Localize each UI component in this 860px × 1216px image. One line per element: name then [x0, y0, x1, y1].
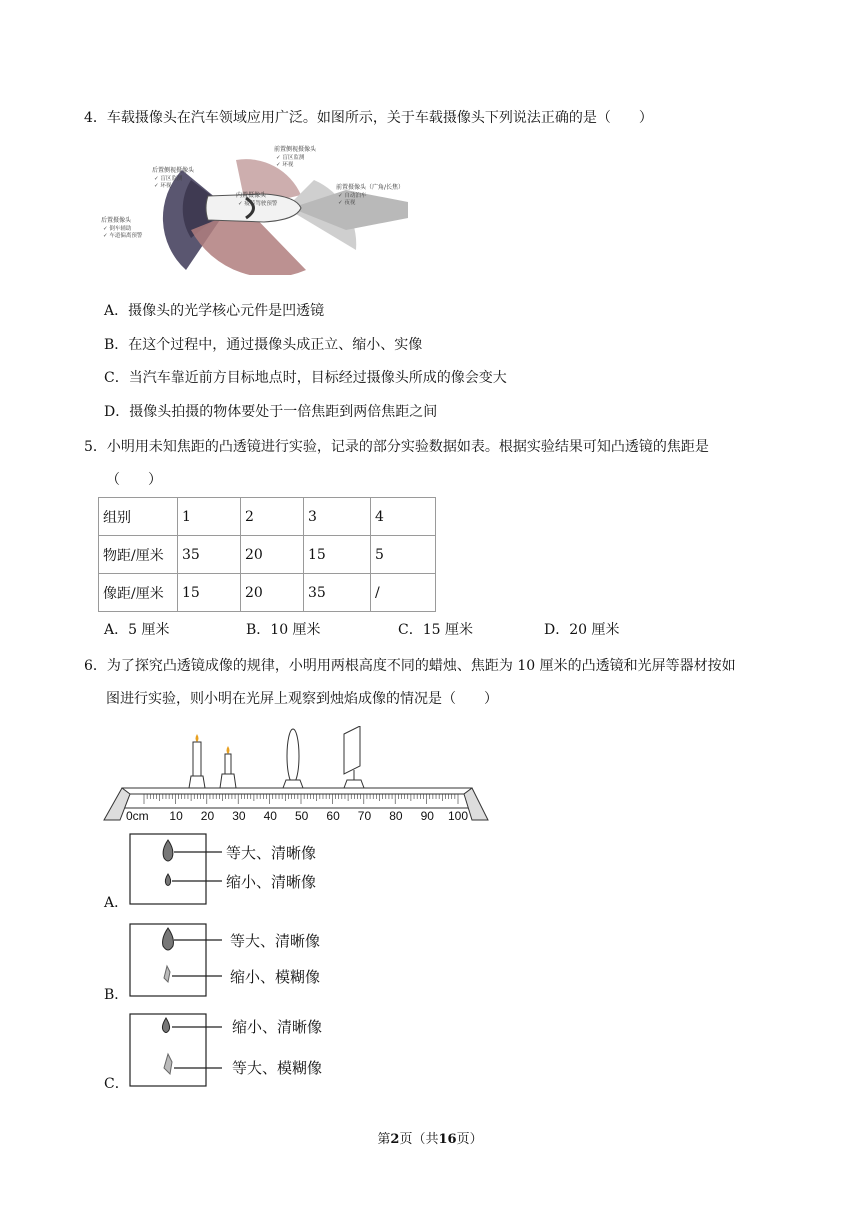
bench-rail-icon	[122, 788, 472, 794]
table-cell: 15	[178, 574, 241, 612]
ruler-tick-label: 50	[295, 809, 309, 823]
q5-option-a[interactable]: A．5 厘米	[104, 622, 170, 638]
option-a-bottom-label: 缩小、清晰像	[226, 873, 317, 891]
label-rear-side-title: 后置侧视摄像头	[152, 167, 195, 174]
candle-holder-icon	[189, 776, 205, 788]
flame-icon	[196, 734, 199, 742]
option-b-bottom-label: 缩小、模糊像	[230, 968, 321, 986]
table-row	[99, 574, 436, 612]
experiment-table	[98, 497, 436, 612]
label-front-side-item: ✓ 盲区监测	[276, 155, 305, 161]
label-rear-item: ✓ 车道偏离预警	[103, 233, 143, 239]
table-cell: /	[371, 574, 436, 612]
q5-option-b[interactable]: B．10 厘米	[246, 622, 321, 638]
q5-option-c[interactable]: C．15 厘米	[398, 622, 473, 638]
q6-option-b-letter[interactable]: B．	[104, 987, 129, 1003]
q6-stem: 6．为了探究凸透镜成像的规律，小明用两根高度不同的蜡烛、焦距为 10 厘米的凸透镜和光屏等器材按如	[84, 658, 736, 674]
table-cell: 1	[178, 498, 241, 536]
table-cell: 2	[241, 498, 304, 536]
q5-stem-bracket: （ ）	[106, 472, 162, 488]
q6-option-c-letter[interactable]: C．	[104, 1076, 129, 1092]
label-front-side-title: 前置侧视摄像头	[274, 146, 317, 153]
ruler-unit-label: 0cm	[126, 809, 149, 823]
car-camera-figure	[96, 140, 426, 275]
ruler-tick-label: 10	[169, 809, 183, 823]
optical-bench-figure	[100, 726, 492, 826]
option-c-bottom-label: 等大、模糊像	[232, 1059, 323, 1077]
table-row	[99, 498, 436, 536]
tall-candle-icon	[193, 742, 201, 776]
table-cell: 3	[304, 498, 371, 536]
label-rear-title: 后置摄像头	[101, 217, 132, 224]
ruler-labels	[169, 809, 468, 823]
label-front-side-item: ✓ 环视	[276, 162, 294, 168]
q5-stem: 5．小明用未知焦距的凸透镜进行实验，记录的部分实验数据如表。根据实验结果可知凸透镜的焦距是	[84, 439, 709, 455]
q4-option-d[interactable]: D．摄像头拍摄的物体要处于一倍焦距到两倍焦距之间	[104, 404, 438, 420]
q6-option-c-figure[interactable]	[128, 1012, 358, 1088]
label-front-item: ✓ 夜视	[338, 200, 356, 206]
footer-suffix: 页）	[456, 1132, 483, 1147]
table-cell: 物距/厘米	[99, 536, 178, 574]
ruler-tick-label: 70	[357, 809, 372, 823]
ruler-tick-label: 100	[448, 809, 469, 823]
q4-option-c[interactable]: C．当汽车靠近前方目标地点时，目标经过摄像头所成的像会变大	[104, 370, 507, 386]
q5-option-d[interactable]: D．20 厘米	[544, 622, 620, 638]
ruler-icon	[122, 794, 472, 808]
footer-total-pages: 16	[438, 1132, 457, 1147]
table-cell: 5	[371, 536, 436, 574]
lens-holder-icon	[283, 780, 303, 788]
q6-stem-line2: 图进行实验，则小明在光屏上观察到烛焰成像的情况是（ ）	[106, 691, 498, 707]
label-inner-title: 内置摄像头	[236, 192, 267, 199]
table-cell: 35	[304, 574, 371, 612]
flame-icon	[227, 746, 230, 754]
footer-mid: 页（共	[399, 1132, 439, 1147]
table-cell: 35	[178, 536, 241, 574]
label-rear-side-item: ✓ 盲区监测	[154, 176, 183, 182]
label-front-title: 前置摄像头（广角/长焦）	[336, 184, 405, 191]
table-cell: 像距/厘米	[99, 574, 178, 612]
q4-option-a[interactable]: A．摄像头的光学核心元件是凹透镜	[104, 303, 325, 319]
table-cell: 4	[371, 498, 436, 536]
table-row	[99, 536, 436, 574]
option-b-top-label: 等大、清晰像	[230, 932, 321, 950]
q4-option-b[interactable]: B．在这个过程中，通过摄像头成正立、缩小、实像	[104, 337, 423, 353]
ruler-tick-label: 80	[389, 809, 403, 823]
light-screen-icon	[344, 726, 360, 774]
footer-prefix: 第	[377, 1132, 391, 1147]
q4-stem: 4．车载摄像头在汽车领域应用广泛。如图所示，关于车载摄像头下列说法正确的是（ ）	[84, 110, 653, 126]
table-cell: 20	[241, 536, 304, 574]
label-rear-item: ✓ 倒车辅助	[103, 226, 132, 232]
q6-option-a-letter[interactable]: A．	[104, 895, 129, 911]
table-cell: 15	[304, 536, 371, 574]
q6-option-b-figure[interactable]	[128, 922, 358, 998]
short-candle-icon	[225, 754, 231, 774]
label-inner-item: ✓ 疲劳驾驶预警	[238, 201, 278, 207]
table-cell: 20	[241, 574, 304, 612]
label-front-item: ✓ 自动泊车	[338, 193, 367, 199]
screen-holder-icon	[344, 780, 364, 788]
convex-lens-icon	[287, 729, 299, 783]
candle-holder-icon	[220, 774, 236, 788]
option-a-top-label: 等大、清晰像	[226, 844, 317, 862]
page-footer	[0, 1128, 860, 1147]
option-c-top-label: 缩小、清晰像	[232, 1018, 323, 1036]
footer-page-number: 2	[390, 1132, 400, 1147]
ruler-tick-label: 90	[420, 809, 434, 823]
label-rear-side-item: ✓ 环视	[154, 183, 172, 189]
q6-option-a-figure[interactable]	[128, 832, 358, 906]
ruler-tick-label: 60	[326, 809, 340, 823]
table-cell: 组别	[99, 498, 178, 536]
ruler-tick-label: 20	[200, 809, 215, 823]
ruler-tick-label: 40	[263, 809, 277, 823]
ruler-tick-label: 30	[232, 809, 246, 823]
